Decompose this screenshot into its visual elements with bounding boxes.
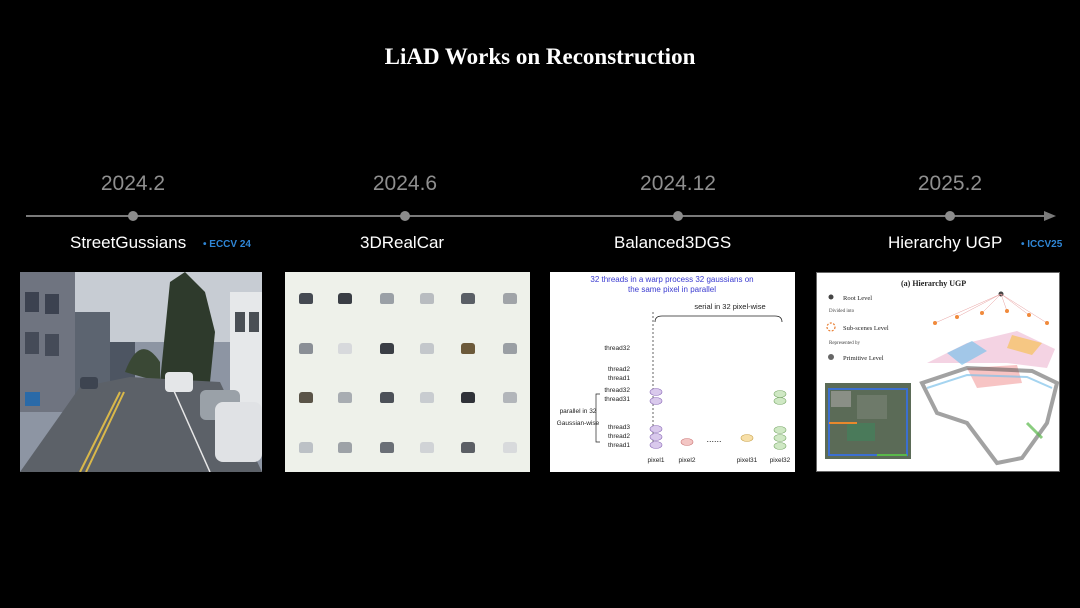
milestone-label-2: 3DRealCar (360, 233, 445, 252)
warp-diagram-image (550, 272, 795, 472)
thread-label: thread32 (604, 387, 630, 394)
milestone-label-4: Hierarchy UGP (888, 233, 1003, 252)
ellipsis-dots: ...... (706, 434, 722, 444)
hierarchy-ugp-image (816, 272, 1060, 472)
car-grid-image (285, 272, 530, 472)
subscene-icon (827, 323, 835, 331)
pixel-label: pixel31 (736, 457, 758, 464)
milestone-label-3: Balanced3DGS (614, 233, 732, 252)
hierarchy-caption: (a) Hierarchy UGP (901, 279, 967, 288)
street-scene-image (20, 272, 262, 472)
represented-label: Represented by (829, 341, 860, 346)
thread-label: thread2 (607, 366, 630, 373)
root-node-icon (829, 295, 834, 300)
slide-title: LiAD Works on Reconstruction (384, 44, 696, 69)
year-1: 2024.2 (100, 172, 166, 195)
subscene-level-label: Sub-scenes Level (843, 325, 889, 332)
thread-label: thread3 (607, 424, 630, 431)
primitive-icon (828, 354, 834, 360)
year-2: 2024.6 (372, 172, 438, 195)
timeline-arrow-icon (1044, 211, 1056, 221)
pixel-label: pixel2 (678, 457, 696, 464)
pixel-label: pixel32 (769, 457, 791, 464)
root-level-label: Root Level (843, 295, 873, 302)
diagram-header-1: 32 threads in a warp process 32 gaussians on (590, 275, 754, 284)
diagram-header-2: the same pixel in parallel (627, 285, 717, 294)
timeline-dot-4 (945, 211, 955, 221)
divided-label: Divided into (829, 309, 855, 314)
venue-badge-4: • ICCV25 (1021, 239, 1063, 250)
thread-label: thread1 (607, 375, 630, 382)
parallel-label-2: Gaussian-wise (556, 420, 600, 427)
thread-label: thread2 (607, 433, 630, 440)
venue-badge-1: • ECCV 24 (203, 239, 251, 250)
milestone-label-1: StreetGussians (70, 233, 187, 252)
timeline-dot-2 (400, 211, 410, 221)
year-4: 2025.2 (917, 172, 983, 195)
parallel-label-1: parallel in 32 (559, 408, 597, 415)
serial-label: serial in 32 pixel-wise (694, 302, 766, 311)
year-3: 2024.12 (640, 172, 716, 195)
thread-label: thread31 (604, 396, 630, 403)
thread-label: thread32 (604, 345, 630, 352)
primitive-level-label: Primitive Level (843, 355, 884, 362)
pixel-label: pixel1 (647, 457, 665, 464)
timeline-dot-1 (128, 211, 138, 221)
thread-label: thread1 (607, 442, 630, 449)
timeline-dot-3 (673, 211, 683, 221)
